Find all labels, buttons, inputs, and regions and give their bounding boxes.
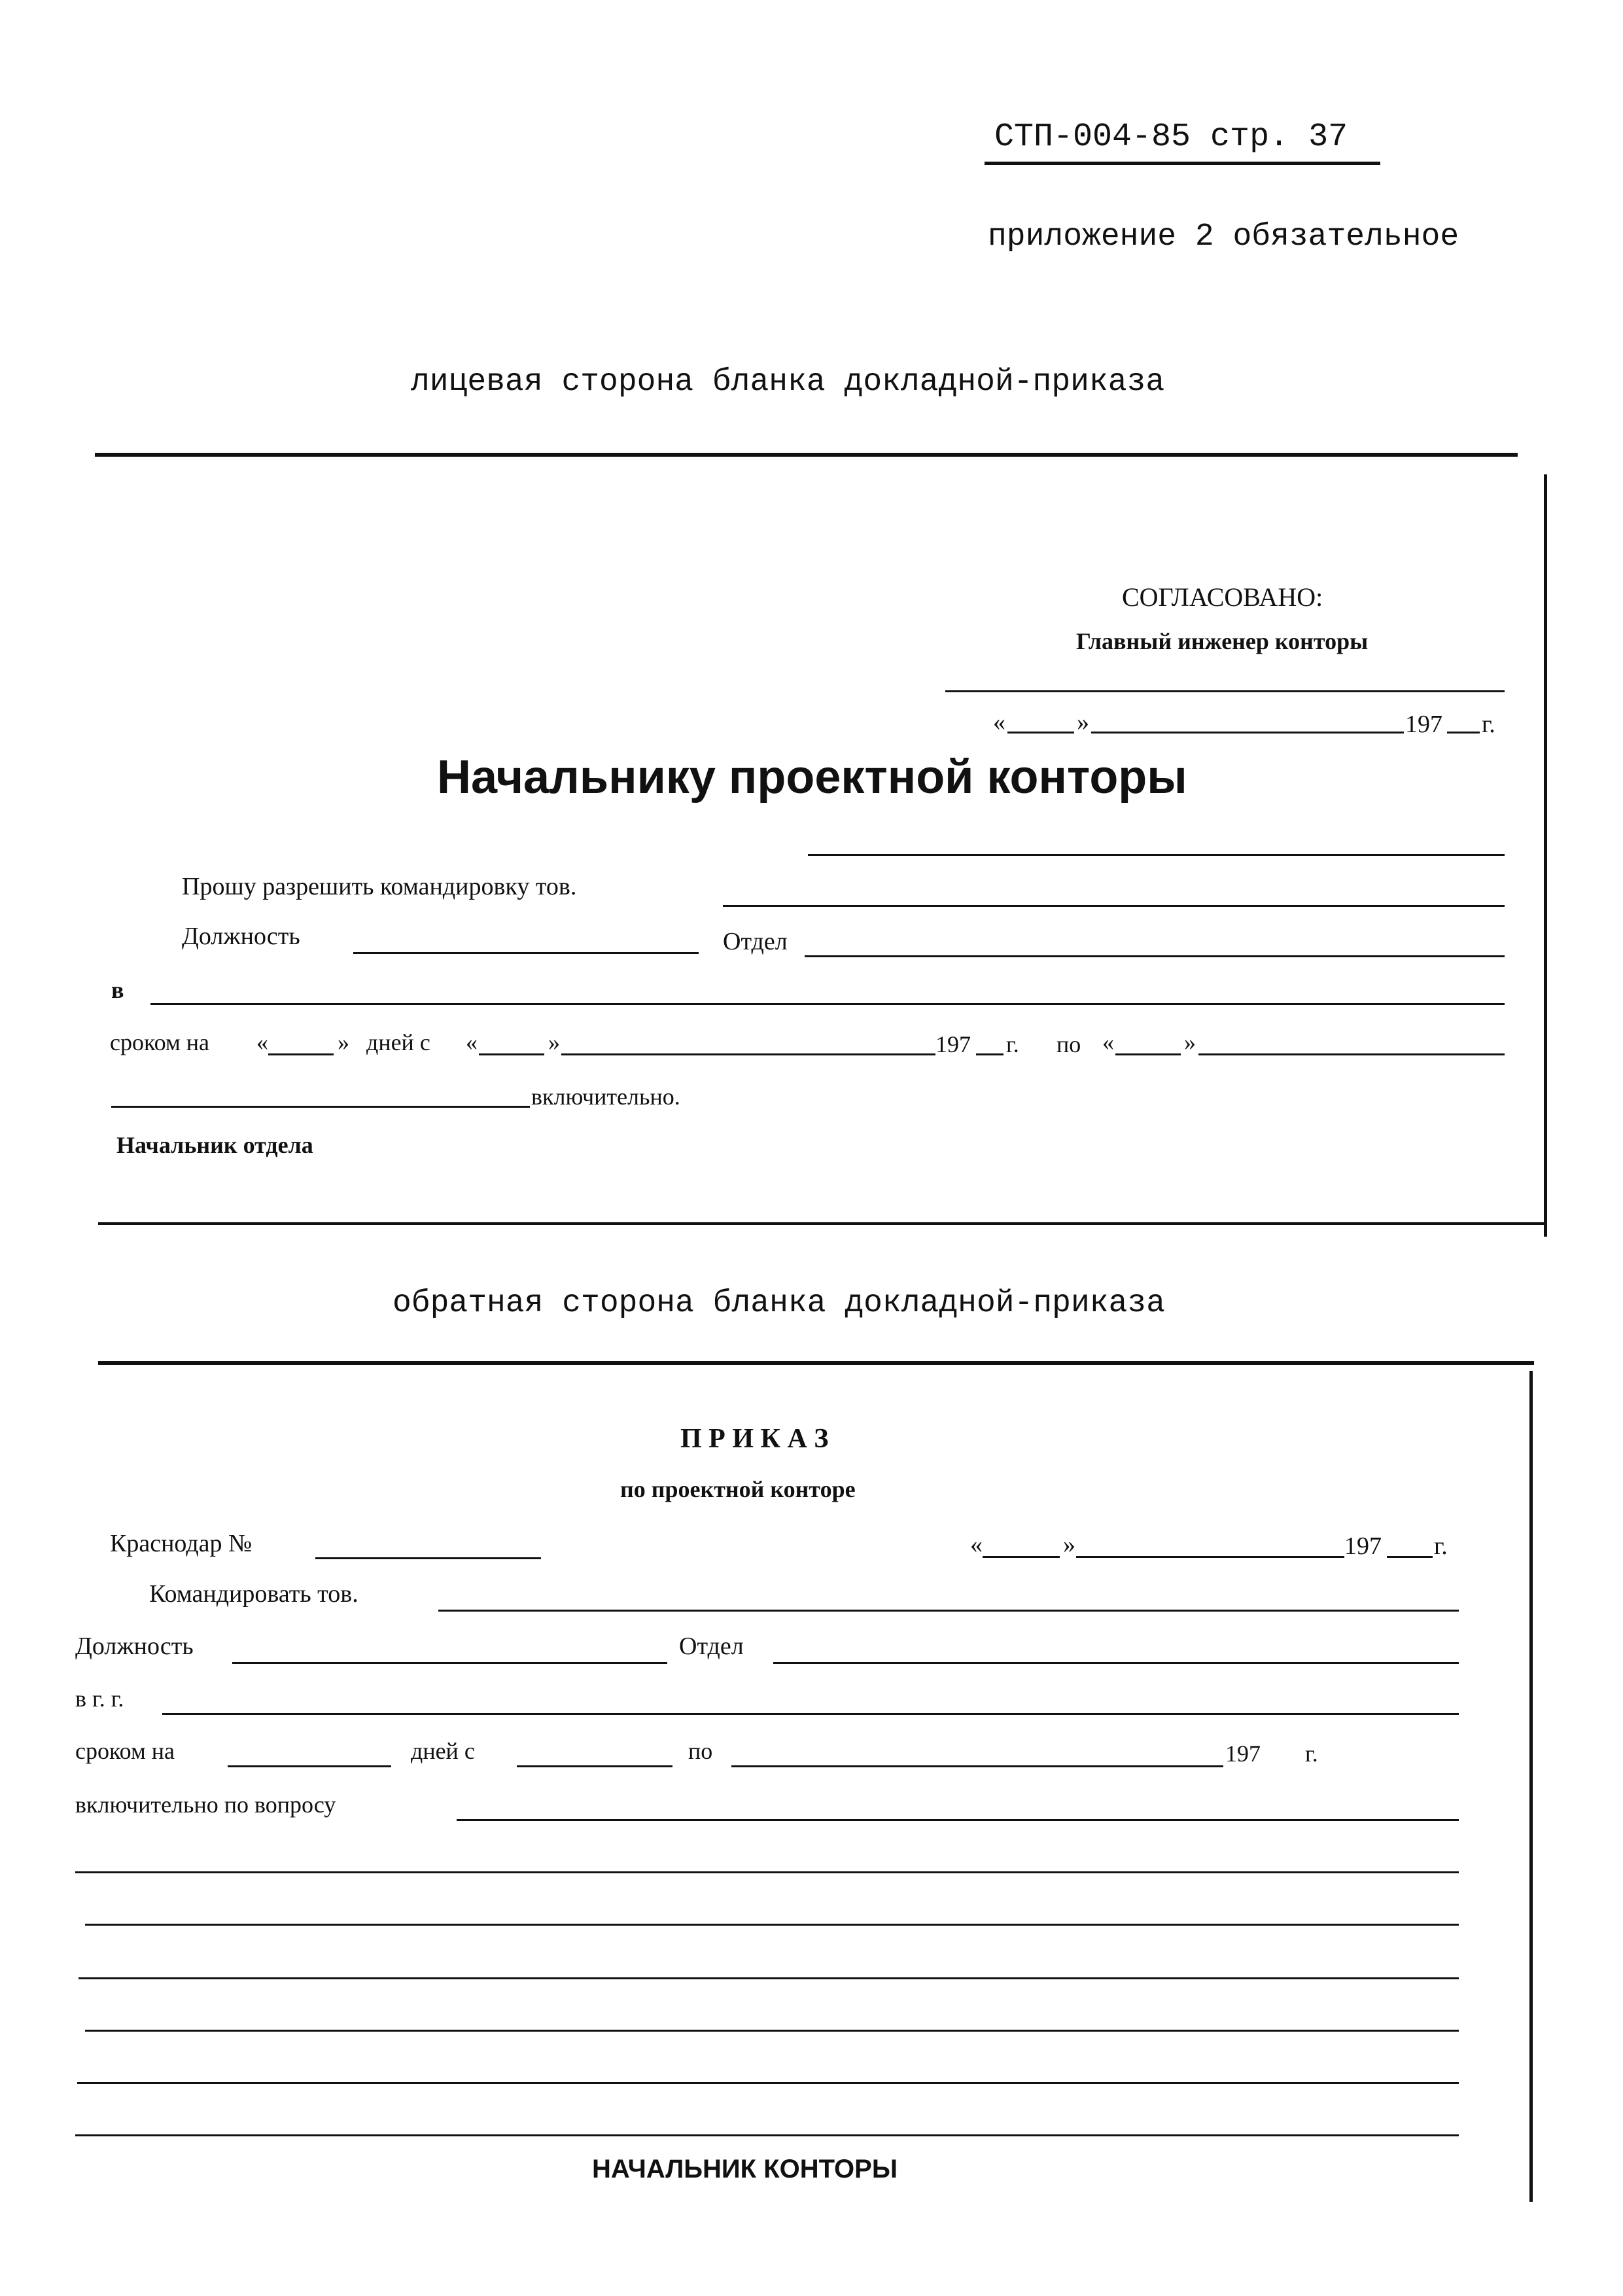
cities-label: в г. г.: [75, 1686, 124, 1712]
back-start-date-field[interactable]: [517, 1765, 672, 1767]
destination-label: в: [111, 977, 124, 1003]
destination-field[interactable]: [150, 1003, 1505, 1005]
front-end-day-field[interactable]: [1115, 1053, 1181, 1055]
front-form-top-border: [95, 453, 1518, 457]
front-department-label: Отдел: [723, 928, 788, 955]
front-start-year-prefix: 197: [935, 1031, 971, 1057]
addressee-heading: Начальнику проектной конторы: [437, 751, 1187, 804]
order-date-year-field[interactable]: [1387, 1556, 1433, 1558]
question-field-6[interactable]: [77, 2082, 1459, 2084]
agreed-date-year-prefix: 197: [1405, 711, 1442, 738]
front-start-month-field[interactable]: [561, 1053, 935, 1055]
order-date-day-field[interactable]: [983, 1556, 1060, 1558]
front-start-quote-close: »: [548, 1029, 560, 1055]
order-date-quote-open: «: [970, 1531, 983, 1559]
back-term-label: сроком на: [75, 1738, 175, 1764]
assign-name-field[interactable]: [438, 1610, 1459, 1612]
question-field-4[interactable]: [79, 1977, 1459, 1979]
front-term-label: сроком на: [110, 1029, 209, 1055]
front-inclusive-label: включительно.: [531, 1084, 680, 1110]
agreed-date-day-field[interactable]: [1007, 732, 1074, 733]
order-date-year-suffix: г.: [1434, 1532, 1448, 1560]
chief-engineer-signature-line[interactable]: [945, 690, 1505, 692]
front-form-bottom-border: [98, 1222, 1547, 1225]
back-days-from-label: дней с: [411, 1738, 475, 1764]
back-end-year-suffix: г.: [1305, 1740, 1318, 1767]
question-field-3[interactable]: [85, 1924, 1459, 1926]
question-field-1[interactable]: [457, 1819, 1459, 1821]
back-till-label: по: [688, 1738, 713, 1764]
back-form-top-border: [98, 1361, 1534, 1365]
department-head-label: Начальник отдела: [116, 1132, 313, 1158]
front-start-year-field[interactable]: [976, 1053, 1003, 1055]
document-code: СТП-004-85 стр. 37: [994, 118, 1348, 156]
back-side-caption: обратная сторона бланка докладной-приказа: [393, 1286, 1165, 1321]
addressee-extra-line[interactable]: [808, 854, 1505, 856]
question-field-5[interactable]: [85, 2030, 1459, 2032]
front-till-label: по: [1056, 1031, 1081, 1057]
city-number-label: Краснодар №: [110, 1530, 253, 1557]
front-term-quote-close: »: [338, 1029, 349, 1055]
order-subtitle: по проектной конторе: [620, 1476, 856, 1502]
chief-engineer-label: Главный инженер конторы: [1076, 628, 1369, 654]
front-position-field[interactable]: [353, 952, 699, 954]
request-name-field[interactable]: [723, 905, 1505, 907]
front-position-label: Должность: [182, 923, 300, 950]
front-start-quote-open: «: [466, 1029, 478, 1055]
agreed-date-year-field[interactable]: [1447, 732, 1480, 733]
agreed-label: СОГЛАСОВАНО:: [1122, 582, 1323, 612]
back-end-date-field[interactable]: [731, 1765, 1223, 1767]
order-date-month-field[interactable]: [1076, 1556, 1344, 1558]
question-field-7[interactable]: [75, 2134, 1459, 2136]
front-term-quote-open: «: [256, 1029, 268, 1055]
agreed-date-month-field[interactable]: [1091, 732, 1404, 733]
question-field-2[interactable]: [75, 1871, 1459, 1873]
office-head-label: НАЧАЛЬНИК КОНТОРЫ: [592, 2155, 898, 2183]
agreed-date-year-suffix: г.: [1482, 711, 1495, 738]
assign-label: Командировать тов.: [149, 1580, 358, 1608]
back-term-days-field[interactable]: [228, 1765, 391, 1767]
order-number-field[interactable]: [315, 1557, 541, 1559]
front-end-quote-open: «: [1102, 1029, 1114, 1055]
front-side-caption: лицевая сторона бланка докладной-приказа: [411, 364, 1165, 400]
front-start-year-suffix: г.: [1006, 1031, 1019, 1057]
cities-field[interactable]: [162, 1713, 1459, 1715]
order-title: П Р И К А З: [680, 1424, 829, 1454]
back-end-year-prefix: 197: [1225, 1740, 1261, 1767]
back-position-label: Должность: [75, 1633, 194, 1660]
order-date-quote-close: »: [1063, 1531, 1075, 1559]
back-position-field[interactable]: [232, 1662, 667, 1664]
front-end-quote-close: »: [1184, 1029, 1196, 1055]
front-days-from-label: дней с: [366, 1029, 430, 1055]
front-department-field[interactable]: [805, 955, 1505, 957]
agreed-date-quote-open: «: [993, 709, 1005, 736]
request-label: Прошу разрешить командировку тов.: [182, 873, 577, 900]
back-form-right-border: [1529, 1371, 1533, 2202]
appendix-label: приложение 2 обязательное: [988, 219, 1459, 255]
inclusive-question-label: включительно по вопросу: [75, 1792, 336, 1818]
back-department-label: Отдел: [679, 1633, 744, 1660]
front-start-day-field[interactable]: [479, 1053, 544, 1055]
order-date-year-prefix: 197: [1344, 1532, 1382, 1560]
front-end-year-field[interactable]: [111, 1106, 530, 1108]
back-department-field[interactable]: [773, 1662, 1459, 1664]
front-term-days-field[interactable]: [268, 1053, 334, 1055]
document-code-underline: [985, 162, 1380, 165]
agreed-date-quote-close: »: [1077, 709, 1089, 736]
front-form-right-border: [1544, 474, 1547, 1237]
front-end-month-field[interactable]: [1198, 1053, 1505, 1055]
